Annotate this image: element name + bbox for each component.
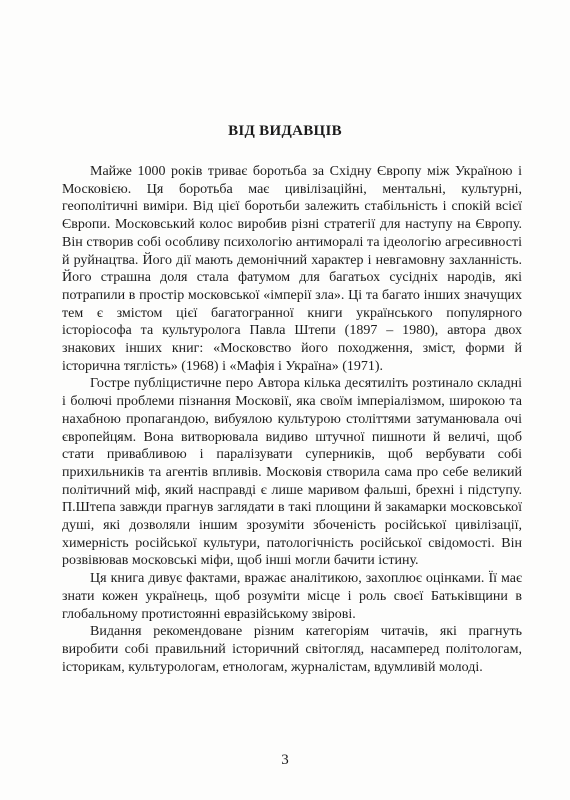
page-title: ВІД ВИДАВЦІВ (228, 123, 342, 139)
paragraph: Ця книга дивує фактами, вражає аналітикою, захоплює оцінками. Її має знати кожен українець, щоб розуміти місце і роль своєї Батьківщини в глобальному протистоянні евразійському звірові. (62, 571, 522, 622)
body-text (62, 163, 522, 676)
paragraph: Видання рекомендоване різним категоріям читачів, які прагнуть виробити собі правильний історичний світогляд, насамперед політологам, історикам, культурологам, етнологам, журналістам, вдумливій молоді. (62, 624, 522, 675)
page-number: 3 (281, 752, 289, 768)
paragraph: Гостре публіцистичне перо Автора кілька десятиліть розтинало складні і болючі проблеми пізнання Московії, яка своїм імперіалізмом, широкою та нахабною пропагандою, вибуялою культурою століттями затуманювала очі європейцям. Вона витворювала видиво штучної пишноти й величі, щоб стати привабливою і паралізувати суперників, щоб вербувати собі прихильників та агентів впливів. Московія створила сама про себе великий політичний міф, який насправді є лише маривом фальші, брехні і підступу. П.Штепа завжди прагнув заглядати в такі площини й закамарки московської душі, які дозволяли іншим зрозуміти збоченість російської цивілізації, химерність російської культури, патологічність російської свідомості. Він розвівював московські міфи, щоб інші могли бачити істину. (62, 376, 522, 569)
paragraph: Майже 1000 років триває боротьба за Східну Європу між Україною і Московією. Ця боротьба має цивілізаційні, ментальні, культурні, геополітичні виміри. Від цієї боротьби залежить стабільність і спокій всієї Європи. Московський колос виробив різні стратегії для наступу на Європу. Він створив собі особливу психологію антиморалі та ідеологію агресивності й руйнацтва. Його дії мають демонічний характер і невгамовну захланність. Його страшна доля стала фатумом для багатьох сусідніх народів, які потрапили в простір московської «імперії зла». Ці та багато інших значущих тем є змістом цієї багатогранної книги українського популярного історіософа та культуролога Павла Штепи (1897 – 1980), автора двох знакових інших книг: «Московство його походження, зміст, форми й історична тяглість» (1968) і «Мафія і Україна» (1971). (62, 164, 522, 374)
